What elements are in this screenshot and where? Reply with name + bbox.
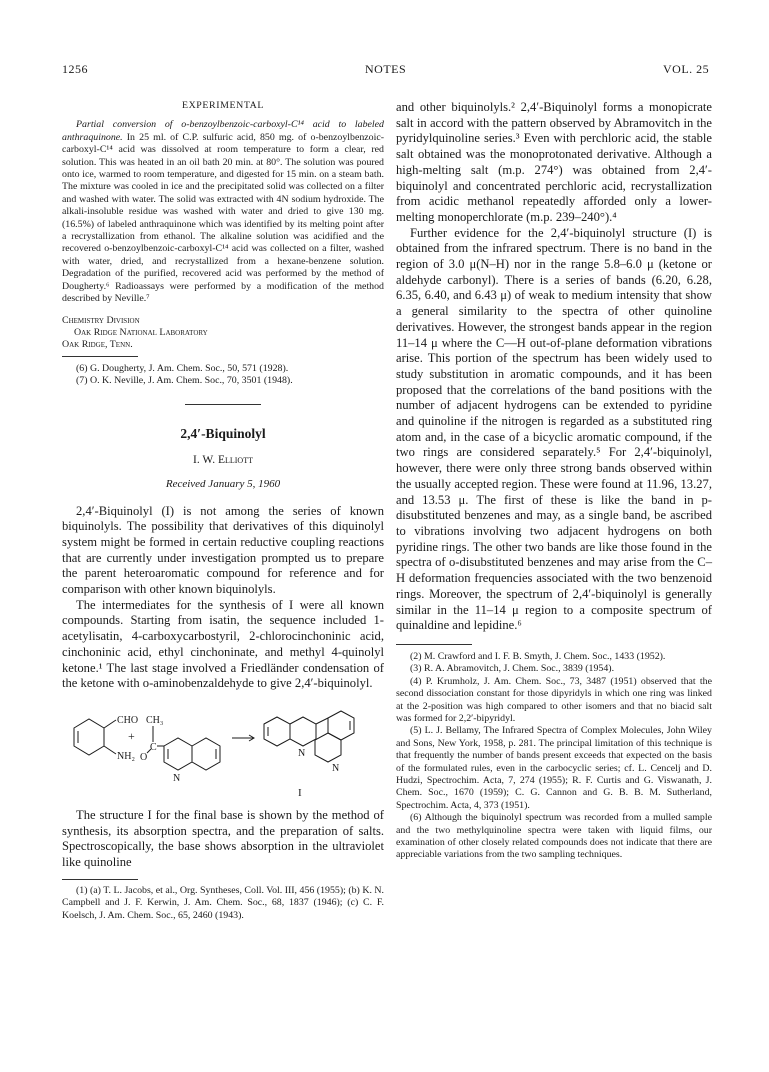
right-paragraph-1: and other biquinolyls.² 2,4′-Biquinolyl forms a monopicrate salt in accord with the pattern observed by Abramovitch in the pyridylquinoline series.³ Even with perchloric acid, the stable salt obtained was the monoprotonated derivative. Although a high-melting salt (m.p. 274°) was obtained from 2,4′-biquinolyl and concentrated perchloric acid, recrystallization from acidic methanol repeatedly afforded only a lower-melting monoperchlorate (m.p. 239–240°).⁴ [396, 100, 712, 224]
nitrogen-label: N [332, 762, 340, 774]
left-column [62, 100, 384, 922]
right-paragraph-2: Further evidence for the 2,4′-biquinolyl structure (I) is obtained from the infrared spectrum. There is no band in the region of 3.0 μ(N–H) nor in the range 5.8–6.0 μ (ketone or aldehyde carbonyl). There is a series of bands (6.20, 6.28, 6.35, 6.40, and 6.43 μ) of weak to medium intensity that show a general similarity to the spectra of other quinoline derivatives. However, the strongest bands appear in the region 11–14 μ where the C—H out-of-plane deformation vibrations arise. This portion of the spectrum has been widely used to study substitution in aromatic compounds, and it has been proposed that the correlations of the band positions with the number of adjacent hydrogens can be extended to pyridine and quinoline if the nitrogen is regarded as a substituted ring atom and, in the case of a bicyclic aromatic compound, if the two rings are considered separately.⁵ For 2,4′-biquinolyl, however, there were only three strong bands observed within the usually accepted region. These were found at 11.96, 13.27, and 13.53 μ. The first of these is like the band in p-disubstituted benzenes and may, as a single band, be ascribed to vibrations involving two adjacent hydrogens on both pyridine rings. The other two bands are like those found in the spectra of o-disubstituted benzenes and may arise from the C–H deformation frequencies associated with the two benzenoid rings. Moreover, the spectrum of 2,4′-biquinolyl is generally similar in the 11–14 μ region to a composite spectrum of quinaldine and lepidine.⁶ [396, 225, 712, 633]
right-column [396, 100, 712, 862]
footnotes-top [62, 363, 384, 388]
nh2-label: NH₂ [117, 750, 135, 762]
experimental-paragraph [62, 119, 384, 305]
footnote-rule [396, 644, 472, 645]
second-quinoline-pyridine-ring [315, 733, 341, 762]
article-author: I. W. Elliott [193, 453, 253, 466]
footnote: (3) R. A. Abramovitch, J. Chem. Soc., 3839 (1954). [410, 663, 615, 675]
nitrogen-label: N [298, 747, 306, 759]
cho-label: CHO [117, 714, 139, 726]
received-date: Received January 5, 1960 [165, 477, 281, 490]
affiliation [62, 315, 384, 352]
footnotes-right [396, 651, 712, 862]
article-paragraph-1: 2,4′-Biquinolyl (I) is not among the series of known biquinolyls. The possibility that derivatives of this diquinolyl system might be formed in certain reductive coupling reactions that are currently under investigation prompted us to prepare the parent heteroaromatic compound for reference and for comparison with other known biquinolyls. [62, 503, 384, 597]
oxygen-label: O [140, 751, 148, 763]
bond [104, 746, 116, 754]
affiliation-line: Oak Ridge, Tenn. [62, 339, 133, 351]
article-paragraph-3: The structure I for the final base is shown by the method of synthesis, its absorption spectra, and the preparation of salts. Spectroscopically, the base shows absorption in the ultraviolet like quinoline [62, 807, 384, 870]
footnote: (6) Although the biquinolyl spectrum was recorded from a mulled sample and the two methylquinoline spectra were taken with liquid films, our examination of other closely related compounds does not indicate that there are appreciable variations from the two sampling techniques. [396, 812, 712, 861]
volume-label: VOL. 25 [663, 62, 710, 76]
footnote: (7) O. K. Neville, J. Am. Chem. Soc., 70, 3501 (1948). [76, 375, 293, 387]
footnote-rule [62, 356, 138, 357]
page-number: 1256 [62, 62, 88, 76]
plus-sign: + [128, 728, 135, 743]
footnote-rule [62, 879, 138, 880]
experimental-heading: EXPERIMENTAL [181, 100, 265, 111]
experimental-paragraph-title: Partial conversion of o-benzoylbenzoic-carboxyl-C¹⁴ acid to labeled anthraquinone. [62, 119, 384, 143]
nitrogen-label: N [173, 772, 181, 784]
reaction-scheme [62, 698, 384, 804]
article-paragraph-2: The intermediates for the synthesis of I were all known compounds. Starting from isatin, the sequence included 1-acetylisatin, 4-carboxycarbostyril, 2-chlorocinchoninic acid, cinchoninic acid, ethyl cinchoninate, and methyl 4-quinolyl ketone.¹ The last stage involved a Friedländer condensation of the ketone with o-aminobenzaldehyde to give 2,4′-biquinolyl. [62, 597, 384, 691]
footnote: (2) M. Crawford and I. F. B. Smyth, J. Chem. Soc., 1433 (1952). [410, 650, 666, 662]
biaryl-bond [316, 718, 328, 724]
article-title: 2,4′-Biquinolyl [180, 425, 266, 441]
footnote: (4) P. Krumholz, J. Am. Chem. Soc., 73, 3487 (1951) observed that the second dissociation constant for those dipyridyls in which one ring was linked at the 2-position was high compared to other isomers and that no biacid salt was formed for 2,2′-bipyridyl. [396, 675, 712, 724]
footnote: (6) G. Dougherty, J. Am. Chem. Soc., 50, 571 (1928). [76, 362, 289, 374]
affiliation-line: Oak Ridge National Laboratory [74, 326, 208, 338]
ch3-label: CH₃ [146, 714, 164, 726]
footnote: (1) (a) T. L. Jacobs, et al., Org. Syntheses, Coll. Vol. III, 456 (1955); (b) K. N. Campbell and J. F. Kerwin, J. Am. Chem. Soc., 68, 1837 (1946); (c) C. F. Koelsch, J. Am. Chem. Soc., 65, 2460 (1943). [62, 884, 384, 921]
carbon-label: C [150, 741, 157, 753]
bond [104, 720, 116, 728]
experimental-paragraph-text: In 25 ml. of C.P. sulfuric acid, 850 mg. of o-benzoylbenzoic-carboxyl-C¹⁴ acid was dissolved at room temperature to form a clear, red solution. This was heated in an oil bath 20 min. at 80°. The solution was poured onto ice, warmed to room temperature, and digested for 15 min. on a steam bath. The mixture was cooled in ice and the precipitated solid was collected on a filter and washed with water. The solid was extracted with 4N sodium hydroxide. The alkali-insoluble residue was washed with water and dried to give 130 mg. (16.5%) of labeled anthraquinone which was identified by its melting point after a recrystallization from ethanol. The alkaline solution was acidified and the recovered o-benzoylbenzoic-carboxyl-C¹⁴ acid was collected on a filter, washed with water, dried, and recrystallized from a hexane-benzene solution. Degradation of the purified, recovered acid was performed by the method of Dougherty.⁶ Radioassays were performed by a modification of the method described by Neville.⁷ [62, 131, 384, 305]
section-rule [185, 404, 261, 405]
affiliation-line: Chemistry Division [62, 314, 140, 326]
footnote: (5) L. J. Bellamy, The Infrared Spectra of Complex Molecules, John Wiley and Sons, New York, 1958, p. 281. The principal limitation of this technique is that frequently the number of bands present exceeds that expected on the basis of the formulated rules, even in the carbocyclic series; cf. L. Cencelj and D. Hudzi, Spectrochim. Acta, 7, 274 (1955); R. F. Curtis and G. Viswanath, J. Chem. Soc., 1670 (1959); C. G. Cannon and G. B. B. M. Sutherland, Spectrochim. Acta, 4, 373 (1951). [396, 725, 712, 811]
running-head: NOTES [365, 62, 407, 76]
quinoline-pyridine-ring [290, 717, 316, 746]
compound-label-I: I [298, 786, 302, 799]
